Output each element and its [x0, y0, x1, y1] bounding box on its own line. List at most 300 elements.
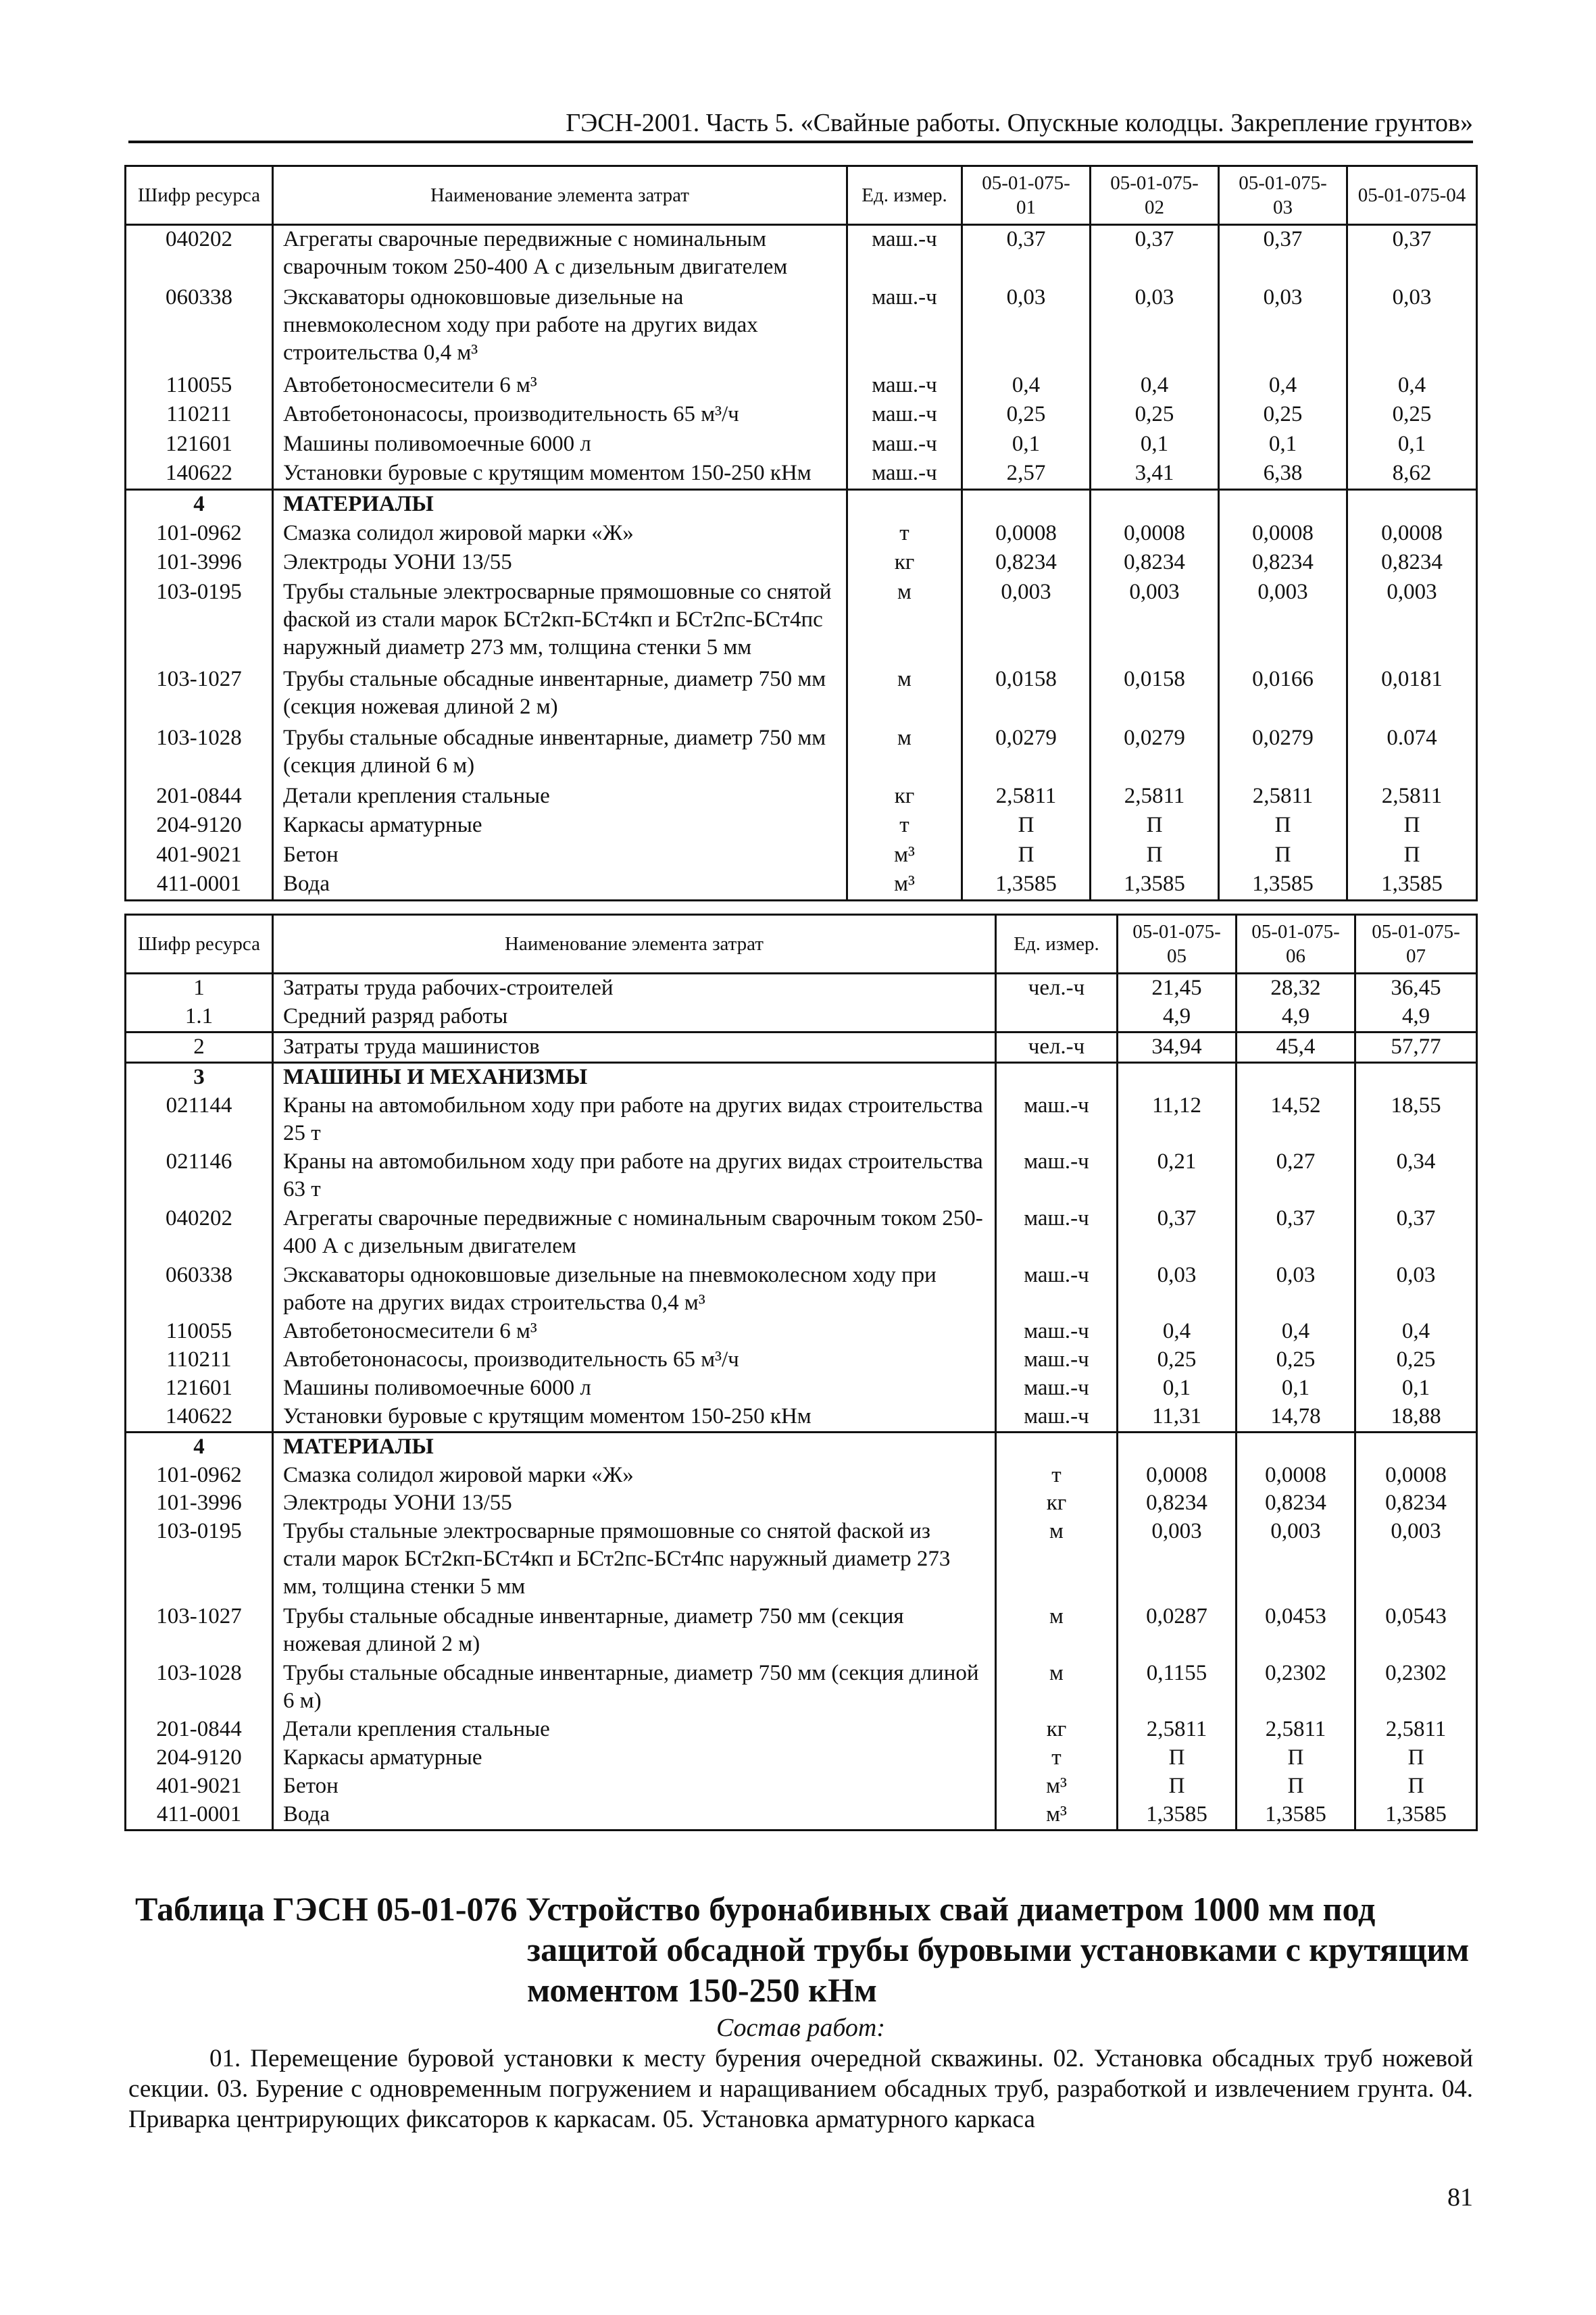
cell-norm-value: 0,03: [1347, 284, 1477, 372]
cell-norm-value: П: [1237, 1744, 1355, 1772]
cell-unit: маш.-ч: [847, 225, 962, 284]
cell-norm-value: 0,1: [1347, 430, 1477, 459]
cell-norm-value: 0,0181: [1347, 666, 1477, 724]
cell-norm-value: 8,62: [1347, 459, 1477, 490]
cell-norm-value: 0,25: [1237, 1346, 1355, 1374]
cell-norm-value: 36,45: [1355, 974, 1477, 1003]
cell-norm-value: 0,003: [1219, 578, 1347, 666]
cell-unit: кг: [996, 1489, 1118, 1518]
cell-norm-value: 18,55: [1355, 1092, 1477, 1149]
cell-resource-name: Каркасы арматурные: [273, 1744, 996, 1772]
cell-norm-value: 0,0008: [1355, 1462, 1477, 1490]
cell-resource-name: Машины поливомоечные 6000 л: [273, 430, 847, 459]
cell-norm-value: П: [1219, 841, 1347, 870]
cell-norm-value: 0,2302: [1237, 1660, 1355, 1716]
cell-norm-value: 0,03: [1118, 1262, 1237, 1318]
table-row: [126, 459, 1477, 490]
cell-norm-value: 0,0008: [1347, 520, 1477, 549]
cell-norm-value: 18,88: [1355, 1403, 1477, 1432]
cell-norm-value: 0,003: [1355, 1518, 1477, 1603]
table-row: [126, 1744, 1477, 1772]
cell-norm-value: 0,25: [1219, 401, 1347, 430]
cell-norm-value: 0,4: [1091, 372, 1219, 401]
cell-norm-value: П: [1237, 1772, 1355, 1801]
cell-unit: м³: [847, 841, 962, 870]
section-title-line: Таблица ГЭСН 05-01-076 Устройство буронабивных свай диаметром 1000 мм под: [135, 1890, 1376, 1928]
table-row: [126, 1318, 1477, 1346]
cell-unit: м: [996, 1603, 1118, 1660]
section-title: [135, 1889, 1473, 2010]
table-row: [126, 1003, 1477, 1032]
cell-norm-value: 34,94: [1118, 1032, 1237, 1062]
cell-unit: маш.-ч: [996, 1205, 1118, 1262]
cell-norm-value: 6,38: [1219, 459, 1347, 490]
cell-resource-name: Агрегаты сварочные передвижные с номинальным сварочным током 250-400 А с дизельным двигателем: [273, 225, 847, 284]
cell-norm-value: 0,37: [1347, 225, 1477, 284]
cell-resource-code: 140622: [126, 459, 273, 490]
table-row: [126, 1092, 1477, 1149]
cell-resource-code: 204-9120: [126, 812, 273, 841]
cell-resource-name: МАТЕРИАЛЫ: [273, 489, 847, 520]
cell-norm-value: 0,8234: [962, 549, 1091, 578]
cell-resource-code: 121601: [126, 1374, 273, 1403]
cell-resource-name: Трубы стальные электросварные прямошовные со снятой фаской из стали марок БСт2кп-БСт4кп и БСт2пс-БСт4пс наружный диаметр 273 мм, толщина стенки 5 мм: [273, 1518, 996, 1603]
cell-resource-code: 411-0001: [126, 870, 273, 901]
cell-resource-name: Затраты труда машинистов: [273, 1032, 996, 1062]
col-header-norm: 05-01-075-03: [1219, 166, 1347, 225]
table-row: [126, 782, 1477, 812]
cell-norm-value: [1355, 1432, 1477, 1461]
cell-norm-value: П: [1118, 1744, 1237, 1772]
cell-norm-value: 0,4: [1237, 1318, 1355, 1346]
cell-norm-value: 0,1: [962, 430, 1091, 459]
cell-norm-value: [1219, 489, 1347, 520]
cell-norm-value: 0,0279: [1219, 724, 1347, 782]
cell-unit: маш.-ч: [996, 1262, 1118, 1318]
table-row: [126, 1716, 1477, 1744]
cell-norm-value: 1,3585: [1091, 870, 1219, 901]
cell-resource-code: 4: [126, 1432, 273, 1461]
table-row: [126, 1374, 1477, 1403]
cell-norm-value: П: [1355, 1744, 1477, 1772]
table-row: [126, 549, 1477, 578]
cell-norm-value: П: [1091, 841, 1219, 870]
cell-norm-value: 11,31: [1118, 1403, 1237, 1432]
cell-resource-code: 101-0962: [126, 520, 273, 549]
cell-resource-name: Установки буровые с крутящим моментом 150-250 кНм: [273, 1403, 996, 1432]
cell-norm-value: 2,5811: [962, 782, 1091, 812]
cell-norm-value: 0,0279: [962, 724, 1091, 782]
table-row: [126, 1660, 1477, 1716]
cell-resource-name: Краны на автомобильном ходу при работе на других видах строительства 63 т: [273, 1148, 996, 1205]
cell-norm-value: 0,8234: [1355, 1489, 1477, 1518]
cell-norm-value: 0,8234: [1118, 1489, 1237, 1518]
cell-norm-value: 0,0166: [1219, 666, 1347, 724]
cell-resource-name: Затраты труда рабочих-строителей: [273, 974, 996, 1003]
table-row: [126, 841, 1477, 870]
table-row: [126, 812, 1477, 841]
col-header-norm: 05-01-075-05: [1118, 915, 1237, 974]
table-row: [126, 1032, 1477, 1062]
cell-resource-code: 4: [126, 489, 273, 520]
cell-resource-code: 110055: [126, 1318, 273, 1346]
cell-resource-name: Детали крепления стальные: [273, 782, 847, 812]
cell-unit: [996, 1003, 1118, 1032]
cell-resource-name: Установки буровые с крутящим моментом 150-250 кНм: [273, 459, 847, 490]
table-row: [126, 401, 1477, 430]
cell-unit: маш.-ч: [847, 459, 962, 490]
cell-resource-code: 060338: [126, 1262, 273, 1318]
cell-norm-value: 0,1: [1118, 1374, 1237, 1403]
cell-resource-name: Электроды УОНИ 13/55: [273, 549, 847, 578]
cell-resource-name: Автобетоносмесители 6 м³: [273, 1318, 996, 1346]
section-title-line: моментом 150-250 кНм: [527, 1971, 877, 2009]
cell-unit: маш.-ч: [847, 372, 962, 401]
col-header-name: Наименование элемента затрат: [273, 166, 847, 225]
cell-unit: т: [996, 1462, 1118, 1490]
cell-unit: м³: [847, 870, 962, 901]
col-header-unit: Ед. измер.: [996, 915, 1118, 974]
cell-unit: маш.-ч: [996, 1374, 1118, 1403]
cell-resource-code: 401-9021: [126, 841, 273, 870]
cell-resource-code: 140622: [126, 1403, 273, 1432]
work-composition-text: 01. Перемещение буровой установки к месту бурения очередной скважины. 02. Установка обсадных труб ножевой секции. 03. Бурение с одновременным погружением и наращиванием обсадных труб, разработкой и извлечением грунта. 04. Приварка центрирующих фиксаторов к каркасам. 05. Установка арматурного каркаса: [128, 2045, 1473, 2133]
table-row: [126, 1403, 1477, 1432]
cell-norm-value: П: [1118, 1772, 1237, 1801]
cell-norm-value: 1,3585: [1118, 1801, 1237, 1831]
cell-norm-value: 0,37: [1219, 225, 1347, 284]
cell-unit: м: [847, 578, 962, 666]
cell-unit: чел.-ч: [996, 974, 1118, 1003]
cell-norm-value: 14,52: [1237, 1092, 1355, 1149]
cell-unit: маш.-ч: [996, 1346, 1118, 1374]
cell-resource-name: Трубы стальные обсадные инвентарные, диаметр 750 мм (секция длиной 6 м): [273, 1660, 996, 1716]
cell-unit: м³: [996, 1772, 1118, 1801]
cell-norm-value: 0,34: [1355, 1148, 1477, 1205]
cell-norm-value: 0,003: [1237, 1518, 1355, 1603]
cell-resource-code: 2: [126, 1032, 273, 1062]
work-composition-heading: Состав работ:: [716, 2014, 886, 2042]
table-row: [126, 1462, 1477, 1490]
cell-norm-value: 4,9: [1118, 1003, 1237, 1032]
cell-norm-value: 0,0008: [962, 520, 1091, 549]
cell-resource-name: Вода: [273, 870, 847, 901]
cell-norm-value: 14,78: [1237, 1403, 1355, 1432]
col-header-norm: 05-01-075-02: [1091, 166, 1219, 225]
cell-unit: [996, 1062, 1118, 1091]
cell-norm-value: П: [1355, 1772, 1477, 1801]
cell-resource-name: Агрегаты сварочные передвижные с номинальным сварочным током 250-400 А с дизельным двигателем: [273, 1205, 996, 1262]
cell-norm-value: [1237, 1432, 1355, 1461]
cell-norm-value: 2,5811: [1219, 782, 1347, 812]
cell-norm-value: 4,9: [1237, 1003, 1355, 1032]
cell-resource-name: Трубы стальные обсадные инвентарные, диаметр 750 мм (секция длиной 6 м): [273, 724, 847, 782]
resource-table-1: [124, 165, 1478, 901]
cell-norm-value: П: [1347, 812, 1477, 841]
cell-norm-value: 0,37: [962, 225, 1091, 284]
running-header: ГЭСН-2001. Часть 5. «Свайные работы. Опускные колодцы. Закрепление грунтов»: [128, 107, 1473, 143]
cell-resource-code: 040202: [126, 1205, 273, 1262]
cell-norm-value: 0,03: [1237, 1262, 1355, 1318]
cell-norm-value: 0,37: [1091, 225, 1219, 284]
cell-unit: [996, 1432, 1118, 1461]
cell-resource-code: 103-1028: [126, 724, 273, 782]
cell-norm-value: 0,8234: [1237, 1489, 1355, 1518]
cell-norm-value: 1,3585: [1355, 1801, 1477, 1831]
cell-unit: т: [847, 812, 962, 841]
page-number: 81: [1447, 2183, 1473, 2212]
cell-unit: маш.-ч: [996, 1092, 1118, 1149]
col-header-code: Шифр ресурса: [126, 915, 273, 974]
cell-norm-value: П: [962, 841, 1091, 870]
table-row: [126, 284, 1477, 372]
cell-unit: т: [996, 1744, 1118, 1772]
cell-norm-value: 2,5811: [1118, 1716, 1237, 1744]
col-header-unit: Ед. измер.: [847, 166, 962, 225]
cell-norm-value: 0,0158: [962, 666, 1091, 724]
cell-resource-code: 201-0844: [126, 1716, 273, 1744]
cell-norm-value: 0,25: [1347, 401, 1477, 430]
cell-norm-value: [1118, 1062, 1237, 1091]
cell-norm-value: 0,1: [1237, 1374, 1355, 1403]
cell-resource-code: 103-0195: [126, 1518, 273, 1603]
cell-norm-value: 1,3585: [962, 870, 1091, 901]
cell-resource-name: Смазка солидол жировой марки «Ж»: [273, 520, 847, 549]
cell-resource-code: 401-9021: [126, 1772, 273, 1801]
cell-norm-value: 0,0279: [1091, 724, 1219, 782]
cell-norm-value: 0,25: [1118, 1346, 1237, 1374]
cell-norm-value: 28,32: [1237, 974, 1355, 1003]
cell-norm-value: П: [962, 812, 1091, 841]
table-row: [126, 870, 1477, 901]
table-row: [126, 1346, 1477, 1374]
cell-norm-value: 0,03: [962, 284, 1091, 372]
cell-norm-value: 0,003: [962, 578, 1091, 666]
cell-resource-name: МАШИНЫ И МЕХАНИЗМЫ: [273, 1062, 996, 1091]
cell-norm-value: 0.074: [1347, 724, 1477, 782]
cell-norm-value: [1091, 489, 1219, 520]
cell-resource-code: 201-0844: [126, 782, 273, 812]
cell-unit: кг: [847, 549, 962, 578]
table-row: [126, 1801, 1477, 1831]
cell-norm-value: 3,41: [1091, 459, 1219, 490]
cell-resource-name: Экскаваторы одноковшовые дизельные на пневмоколесном ходу при работе на других видах строительства 0,4 м³: [273, 1262, 996, 1318]
section-title-line: защитой обсадной трубы буровыми установками с крутящим: [527, 1931, 1470, 1968]
table-header-row: [126, 915, 1477, 974]
cell-resource-code: 1.1: [126, 1003, 273, 1032]
table-row: [126, 372, 1477, 401]
cell-resource-code: 040202: [126, 225, 273, 284]
cell-resource-name: Бетон: [273, 1772, 996, 1801]
cell-resource-code: 101-0962: [126, 1462, 273, 1490]
cell-norm-value: 1,3585: [1347, 870, 1477, 901]
cell-resource-code: 103-0195: [126, 578, 273, 666]
table-row: [126, 1262, 1477, 1318]
cell-resource-code: 021146: [126, 1148, 273, 1205]
cell-norm-value: П: [1219, 812, 1347, 841]
cell-resource-name: Машины поливомоечные 6000 л: [273, 1374, 996, 1403]
cell-unit: [847, 489, 962, 520]
cell-resource-name: Трубы стальные обсадные инвентарные, диаметр 750 мм (секция ножевая длиной 2 м): [273, 666, 847, 724]
cell-norm-value: 0,0008: [1091, 520, 1219, 549]
cell-resource-name: Электроды УОНИ 13/55: [273, 1489, 996, 1518]
cell-resource-code: 110055: [126, 372, 273, 401]
cell-norm-value: 2,57: [962, 459, 1091, 490]
cell-norm-value: [1347, 489, 1477, 520]
cell-norm-value: 0,0008: [1219, 520, 1347, 549]
cell-unit: маш.-ч: [847, 401, 962, 430]
cell-norm-value: П: [1347, 841, 1477, 870]
col-header-norm: 05-01-075-01: [962, 166, 1091, 225]
cell-norm-value: 0,25: [1091, 401, 1219, 430]
cell-unit: м: [847, 666, 962, 724]
cell-norm-value: 4,9: [1355, 1003, 1477, 1032]
cell-norm-value: 0,37: [1355, 1205, 1477, 1262]
cell-resource-code: 121601: [126, 430, 273, 459]
cell-unit: т: [847, 520, 962, 549]
cell-norm-value: 2,5811: [1091, 782, 1219, 812]
resource-table-2: [124, 914, 1478, 1831]
table-row: [126, 430, 1477, 459]
cell-norm-value: 1,3585: [1219, 870, 1347, 901]
cell-norm-value: 57,77: [1355, 1032, 1477, 1062]
cell-norm-value: 0,003: [1091, 578, 1219, 666]
cell-resource-name: Трубы стальные обсадные инвентарные, диаметр 750 мм (секция ножевая длиной 2 м): [273, 1603, 996, 1660]
cell-norm-value: 0,25: [1355, 1346, 1477, 1374]
cell-norm-value: 0,27: [1237, 1148, 1355, 1205]
cell-norm-value: 11,12: [1118, 1092, 1237, 1149]
table-row: [126, 520, 1477, 549]
section-row: [126, 1062, 1477, 1091]
cell-unit: маш.-ч: [996, 1403, 1118, 1432]
cell-norm-value: [1237, 1062, 1355, 1091]
table-header-row: [126, 166, 1477, 225]
cell-resource-name: Вода: [273, 1801, 996, 1831]
col-header-name: Наименование элемента затрат: [273, 915, 996, 974]
table-row: [126, 1772, 1477, 1801]
cell-resource-code: 110211: [126, 401, 273, 430]
cell-norm-value: 0,37: [1237, 1205, 1355, 1262]
section-row: [126, 489, 1477, 520]
cell-norm-value: 0,8234: [1219, 549, 1347, 578]
cell-norm-value: 45,4: [1237, 1032, 1355, 1062]
cell-norm-value: 0,0158: [1091, 666, 1219, 724]
cell-resource-code: 3: [126, 1062, 273, 1091]
cell-norm-value: 0,25: [962, 401, 1091, 430]
cell-norm-value: 0,03: [1091, 284, 1219, 372]
cell-norm-value: П: [1091, 812, 1219, 841]
cell-unit: маш.-ч: [847, 430, 962, 459]
cell-resource-code: 060338: [126, 284, 273, 372]
table-row: [126, 1148, 1477, 1205]
cell-norm-value: 0,4: [1355, 1318, 1477, 1346]
cell-norm-value: 0,4: [1347, 372, 1477, 401]
cell-norm-value: [1118, 1432, 1237, 1461]
section-row: [126, 1432, 1477, 1461]
cell-resource-name: Детали крепления стальные: [273, 1716, 996, 1744]
cell-norm-value: 0,003: [1347, 578, 1477, 666]
cell-unit: м³: [996, 1801, 1118, 1831]
cell-norm-value: 0,1: [1091, 430, 1219, 459]
cell-norm-value: 0,0287: [1118, 1603, 1237, 1660]
table-row: [126, 1518, 1477, 1603]
col-header-code: Шифр ресурса: [126, 166, 273, 225]
cell-norm-value: 2,5811: [1347, 782, 1477, 812]
col-header-norm: 05-01-075-06: [1237, 915, 1355, 974]
cell-norm-value: 0,1155: [1118, 1660, 1237, 1716]
cell-resource-name: Каркасы арматурные: [273, 812, 847, 841]
cell-unit: м: [847, 724, 962, 782]
cell-unit: кг: [996, 1716, 1118, 1744]
cell-norm-value: 0,8234: [1347, 549, 1477, 578]
cell-norm-value: 0,8234: [1091, 549, 1219, 578]
cell-norm-value: 0,003: [1118, 1518, 1237, 1603]
cell-norm-value: 0,4: [962, 372, 1091, 401]
cell-resource-name: Бетон: [273, 841, 847, 870]
table-row: [126, 724, 1477, 782]
cell-unit: маш.-ч: [847, 284, 962, 372]
cell-unit: м: [996, 1518, 1118, 1603]
cell-norm-value: 2,5811: [1237, 1716, 1355, 1744]
cell-unit: м: [996, 1660, 1118, 1716]
cell-resource-code: 411-0001: [126, 1801, 273, 1831]
cell-resource-name: Смазка солидол жировой марки «Ж»: [273, 1462, 996, 1490]
table-row: [126, 1489, 1477, 1518]
cell-norm-value: 0,0543: [1355, 1603, 1477, 1660]
cell-norm-value: 0,0008: [1118, 1462, 1237, 1490]
cell-resource-name: Средний разряд работы: [273, 1003, 996, 1032]
cell-norm-value: 0,37: [1118, 1205, 1237, 1262]
cell-resource-name: Краны на автомобильном ходу при работе на других видах строительства 25 т: [273, 1092, 996, 1149]
cell-resource-name: Автобетононасосы, производительность 65 м³/ч: [273, 1346, 996, 1374]
cell-unit: чел.-ч: [996, 1032, 1118, 1062]
cell-resource-code: 101-3996: [126, 1489, 273, 1518]
cell-unit: маш.-ч: [996, 1318, 1118, 1346]
table-row: [126, 225, 1477, 284]
cell-norm-value: 21,45: [1118, 974, 1237, 1003]
cell-norm-value: [962, 489, 1091, 520]
col-header-norm: 05-01-075-04: [1347, 166, 1477, 225]
cell-norm-value: 0,03: [1219, 284, 1347, 372]
cell-resource-name: Экскаваторы одноковшовые дизельные на пневмоколесном ходу при работе на других видах строительства 0,4 м³: [273, 284, 847, 372]
cell-norm-value: 0,4: [1219, 372, 1347, 401]
cell-resource-code: 101-3996: [126, 549, 273, 578]
table-row: [126, 1205, 1477, 1262]
cell-resource-code: 103-1027: [126, 1603, 273, 1660]
cell-resource-name: Трубы стальные электросварные прямошовные со снятой фаской из стали марок БСт2кп-БСт4кп и БСт2пс-БСт4пс наружный диаметр 273 мм, толщина стенки 5 мм: [273, 578, 847, 666]
cell-norm-value: 0,21: [1118, 1148, 1237, 1205]
cell-norm-value: 0,03: [1355, 1262, 1477, 1318]
cell-resource-code: 021144: [126, 1092, 273, 1149]
cell-norm-value: 0,1: [1355, 1374, 1477, 1403]
cell-norm-value: 1,3585: [1237, 1801, 1355, 1831]
table-row: [126, 666, 1477, 724]
cell-unit: кг: [847, 782, 962, 812]
cell-resource-code: 103-1027: [126, 666, 273, 724]
table-row: [126, 578, 1477, 666]
cell-resource-code: 110211: [126, 1346, 273, 1374]
cell-norm-value: [1355, 1062, 1477, 1091]
cell-norm-value: 0,0008: [1237, 1462, 1355, 1490]
cell-norm-value: 0,0453: [1237, 1603, 1355, 1660]
cell-resource-name: Автобетононасосы, производительность 65 м³/ч: [273, 401, 847, 430]
cell-resource-name: МАТЕРИАЛЫ: [273, 1432, 996, 1461]
cell-norm-value: 0,1: [1219, 430, 1347, 459]
cell-norm-value: 0,4: [1118, 1318, 1237, 1346]
cell-norm-value: 0,2302: [1355, 1660, 1477, 1716]
table-row: [126, 974, 1477, 1003]
col-header-norm: 05-01-075-07: [1355, 915, 1477, 974]
